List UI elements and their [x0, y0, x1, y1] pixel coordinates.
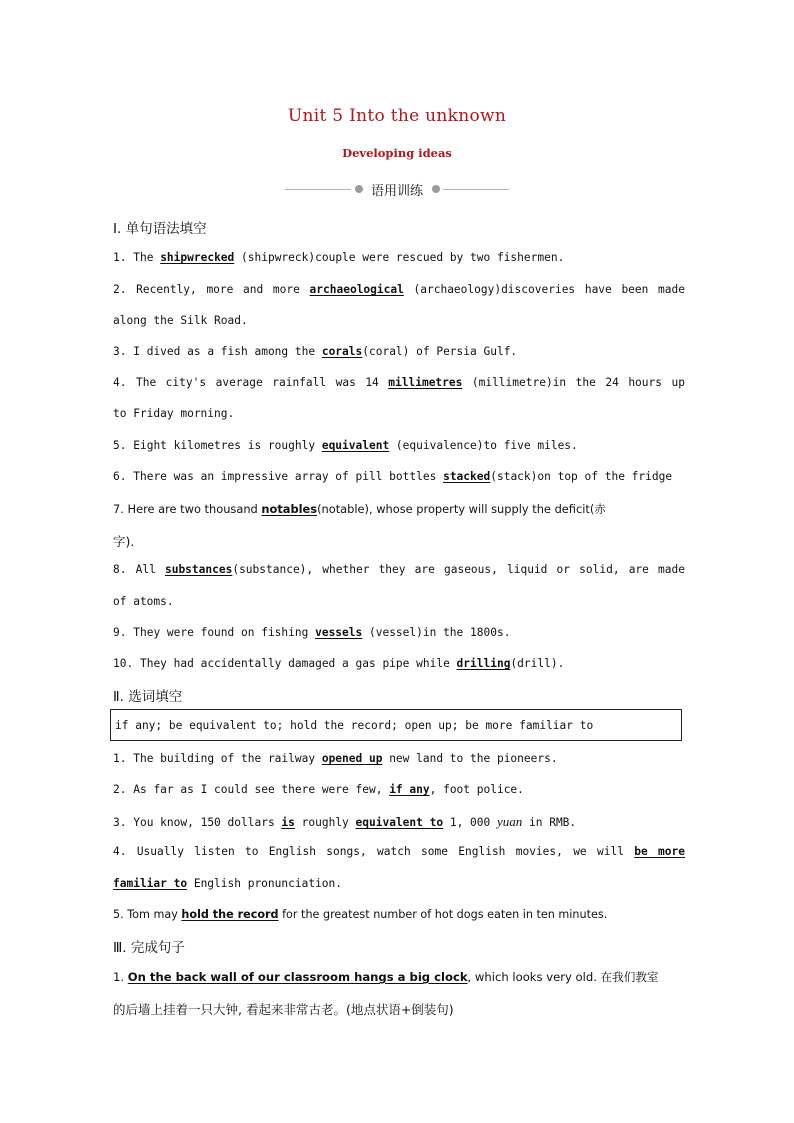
part1-item-8: 8. All substances(substance), whether they are gaseous, liquid or solid, are made — [113, 563, 685, 576]
part1-item-4-cont: to Friday morning. — [113, 407, 235, 420]
page-title: Unit 5 Into the unknown — [287, 106, 507, 126]
part1-item-7: 7. Here are two thousand notables(notable), whose property will supply the deficit(赤 — [113, 502, 606, 516]
answer: stacked — [443, 470, 491, 483]
answer: notables — [261, 502, 318, 516]
answer: vessels — [315, 626, 363, 639]
part2-item-3: 3. You know, 150 dollars is roughly equivalent to 1, 000 yuan in RMB. — [113, 814, 577, 829]
answer: hold the record — [181, 908, 279, 921]
divider-line-right — [443, 189, 509, 190]
part1-item-6: 6. There was an impressive array of pill bottles stacked(stack)on top of the fridge — [113, 470, 673, 483]
word-bank-text: if any; be equivalent to; hold the record; open up; be more familiar to — [115, 719, 594, 732]
answer: opened up — [321, 752, 383, 765]
part1-item-1: 1. The shipwrecked (shipwreck)couple were rescued by two fishermen. — [113, 251, 565, 264]
part1-item-10: 10. They had accidentally damaged a gas pipe while drilling(drill). — [113, 657, 565, 670]
answer: if any — [389, 783, 430, 796]
answer: archaeological — [309, 283, 404, 296]
part1-item-3: 3. I dived as a fish among the corals(coral) of Persia Gulf. — [113, 345, 518, 358]
divider-dot-left — [355, 185, 363, 193]
answer: equivalent — [321, 439, 390, 452]
answer: equivalent to — [355, 816, 444, 829]
divider-line-left — [285, 189, 351, 190]
part1-item-5: 5. Eight kilometres is roughly equivalent (equivalence)to five miles. — [113, 439, 578, 452]
part3-item-1: 1. On the back wall of our classroom hangs a big clock, which looks very old. 在我们教室 — [113, 970, 659, 984]
answer: shipwrecked — [160, 251, 235, 264]
divider-dot-right — [432, 185, 440, 193]
part1-item-8-cont: of atoms. — [113, 595, 174, 608]
part1-item-2-cont: along the Silk Road. — [113, 314, 248, 327]
answer: millimetres — [388, 376, 463, 389]
part1-item-4: 4. The city's average rainfall was 14 millimetres (millimetre)in the 24 hours up — [113, 376, 685, 389]
answer: be more — [634, 845, 685, 858]
part2-item-4-cont: familiar to English pronunciation. — [113, 877, 343, 890]
part2-item-4: 4. Usually listen to English songs, watch some English movies, we will be more — [113, 845, 685, 858]
part1-item-2: 2. Recently, more and more archaeological (archaeology)discoveries have been made — [113, 283, 685, 296]
part2-item-5: 5. Tom may hold the record for the greatest number of hot dogs eaten in ten minutes. — [113, 908, 608, 921]
part2-item-1: 1. The building of the railway opened up new land to the pioneers. — [113, 752, 558, 765]
section-divider — [285, 178, 509, 202]
part1-heading: Ⅰ. 单句语法填空 — [113, 221, 207, 237]
answer: corals — [321, 345, 363, 358]
page-subtitle: Developing ideas — [342, 146, 452, 160]
answer: substances — [164, 563, 233, 576]
answer: On the back wall of our classroom hangs a big clock — [127, 970, 468, 984]
answer: drilling — [456, 657, 511, 670]
part3-item-1-cont: 的后墙上挂着一只大钟, 看起来非常古老。(地点状语+倒装句) — [113, 1002, 454, 1017]
part2-heading: Ⅱ. 选词填空 — [113, 689, 183, 705]
part3-heading: Ⅲ. 完成句子 — [113, 940, 185, 956]
part1-item-9: 9. They were found on fishing vessels (vessel)in the 1800s. — [113, 626, 511, 639]
part2-item-2: 2. As far as I could see there were few, if any, foot police. — [113, 783, 524, 796]
section-tag: 语用训练 — [370, 184, 423, 199]
answer: familiar to — [113, 877, 188, 890]
word-bank-box — [110, 709, 682, 741]
part1-item-7-cont: 字). — [113, 534, 135, 549]
answer: is — [281, 816, 295, 829]
